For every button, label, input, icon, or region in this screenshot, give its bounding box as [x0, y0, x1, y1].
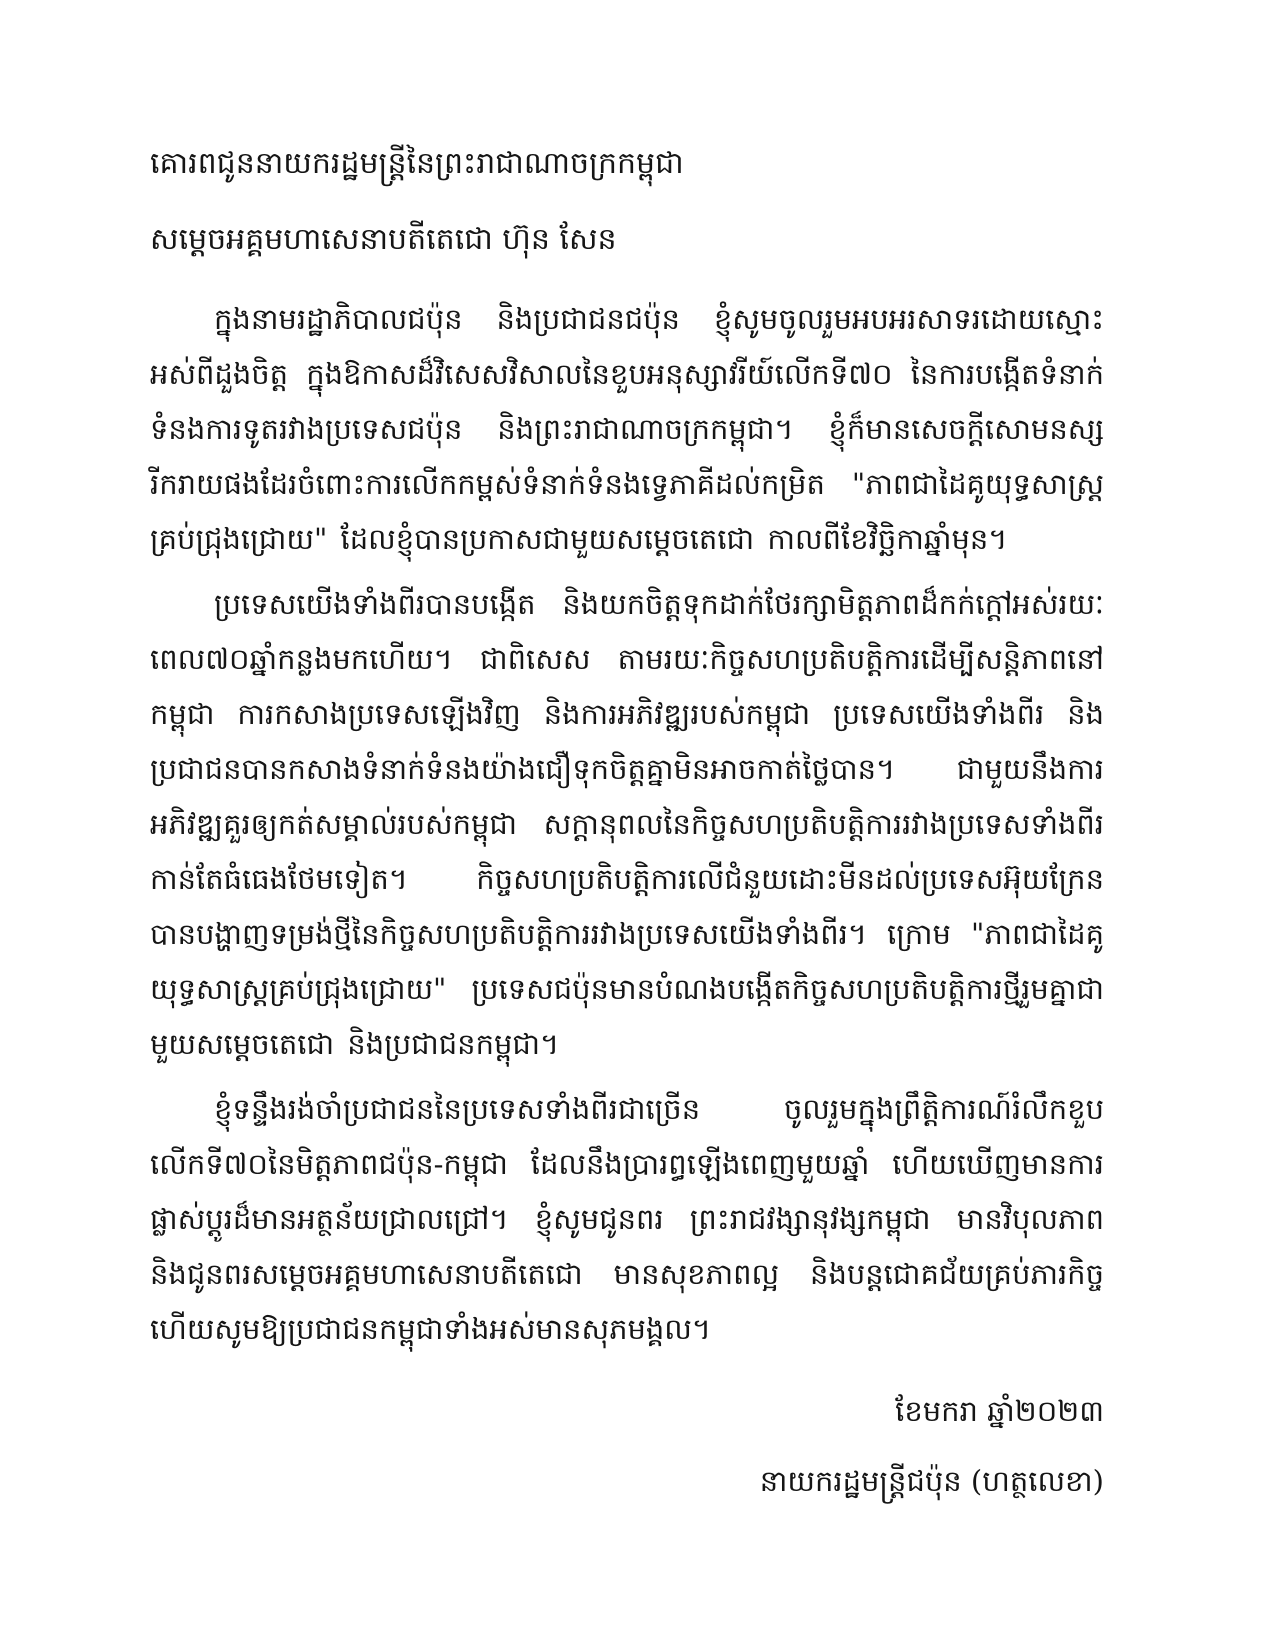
- letter-paragraph-1: ក្នុងនាមរដ្ឋាភិបាលជប៉ុន និងប្រជាជនជប៉ុន ខ្ញុំសូមចូលរួមអបអរសាទរដោយស្មោះអស់ពីដួងចិត្ត ក្នុងឱកាសដ៏វិសេសវិសាលនៃខួបអនុស្សាវរីយ៍លើកទី៧០ នៃការបង្កើតទំនាក់ទំនងការទូតរវាងប្រទេសជប៉ុន និងព្រះរាជាណាចក្រកម្ពុជា។ ខ្ញុំក៏មានសេចក្តីសោមនស្សរីករាយផងដែរចំពោះការលើកកម្ពស់ទំនាក់ទំនងទ្វេភាគីដល់កម្រិត "ភាពជាដៃគូយុទ្ធសាស្ត្រគ្រប់ជ្រុងជ្រោយ" ដែលខ្ញុំបានប្រកាសជាមួយសម្តេចតេជោ កាលពីខែវិច្ឆិកាឆ្នាំមុន។: [150, 302, 1104, 556]
- salutation-line-2: សម្តេចអគ្គមហាសេនាបតីតេជោ ហ៊ុន សែន: [150, 222, 617, 257]
- letter-paragraph-3: ខ្ញុំទន្ទឹងរង់ចាំប្រជាជននៃប្រទេសទាំងពីរជាច្រើន ចូលរួមក្នុងព្រឹត្តិការណ៍រំលឹកខួបលើកទី៧០នៃមិត្តភាពជប៉ុន-កម្ពុជា ដែលនឹងប្រារព្ធឡើងពេញមួយឆ្នាំ ហើយឃើញមានការផ្លាស់ប្តូរដ៏មានអត្ថន័យជ្រាលជ្រៅ។ ខ្ញុំសូមជូនពរ ព្រះរាជវង្សានុវង្សកម្ពុជា មានវិបុលភាព និងជូនពរសម្តេចអគ្គមហាសេនាបតីតេជោ មានសុខភាពល្អ និងបន្តជោគជ័យគ្រប់ភារកិច្ច ហើយសូមឱ្យប្រជាជនកម្ពុជាទាំងអស់មានសុភមង្គល។: [150, 1092, 1104, 1346]
- letter-date: ខែមករា ឆ្នាំ២០២៣: [895, 1394, 1104, 1428]
- letter-paragraph-2: ប្រទេសយើងទាំងពីរបានបង្កើត និងយកចិត្តទុកដាក់ថែរក្សាមិត្តភាពដ៏កក់ក្តៅអស់រយៈពេល៧០ឆ្នាំកន្លងមកហើយ។ ជាពិសេស តាមរយៈកិច្ចសហប្រតិបត្តិការដើម្បីសន្តិភាពនៅកម្ពុជា ការកសាងប្រទេសឡើងវិញ និងការអភិវឌ្ឍរបស់កម្ពុជា ប្រទេសយើងទាំងពីរ និងប្រជាជនបានកសាងទំនាក់ទំនងយ៉ាងជឿទុកចិត្តគ្នាមិនអាចកាត់ថ្លៃបាន។ ជាមួយនឹងការអភិវឌ្ឍគួរឲ្យកត់សម្គាល់របស់កម្ពុជា សក្តានុពលនៃកិច្ចសហប្រតិបត្តិការរវាងប្រទេសទាំងពីរកាន់តែធំធេងថែមទៀត។ កិច្ចសហប្រតិបត្តិការលើជំនួយដោះមីនដល់ប្រទេសអ៊ុយក្រែន បានបង្ហាញទម្រង់ថ្មីនៃកិច្ចសហប្រតិបត្តិការរវាងប្រទេសយើងទាំងពីរ។ ក្រោម "ភាពជាដៃគូយុទ្ធសាស្ត្រគ្រប់ជ្រុងជ្រោយ" ប្រទេសជប៉ុនមានបំណងបង្កើតកិច្ចសហប្រតិបត្តិការថ្មីរួមគ្នាជាមួយសម្តេចតេជោ និងប្រជាជនកម្ពុជា។: [150, 587, 1104, 1061]
- letter-signature: នាយករដ្ឋមន្រ្តីជប៉ុន (ហត្ថលេខា): [759, 1464, 1104, 1498]
- salutation-line-1: គោរពជូននាយករដ្ឋមន្រ្តីនៃព្រះរាជាណាចក្រកម្ពុជា: [150, 146, 684, 181]
